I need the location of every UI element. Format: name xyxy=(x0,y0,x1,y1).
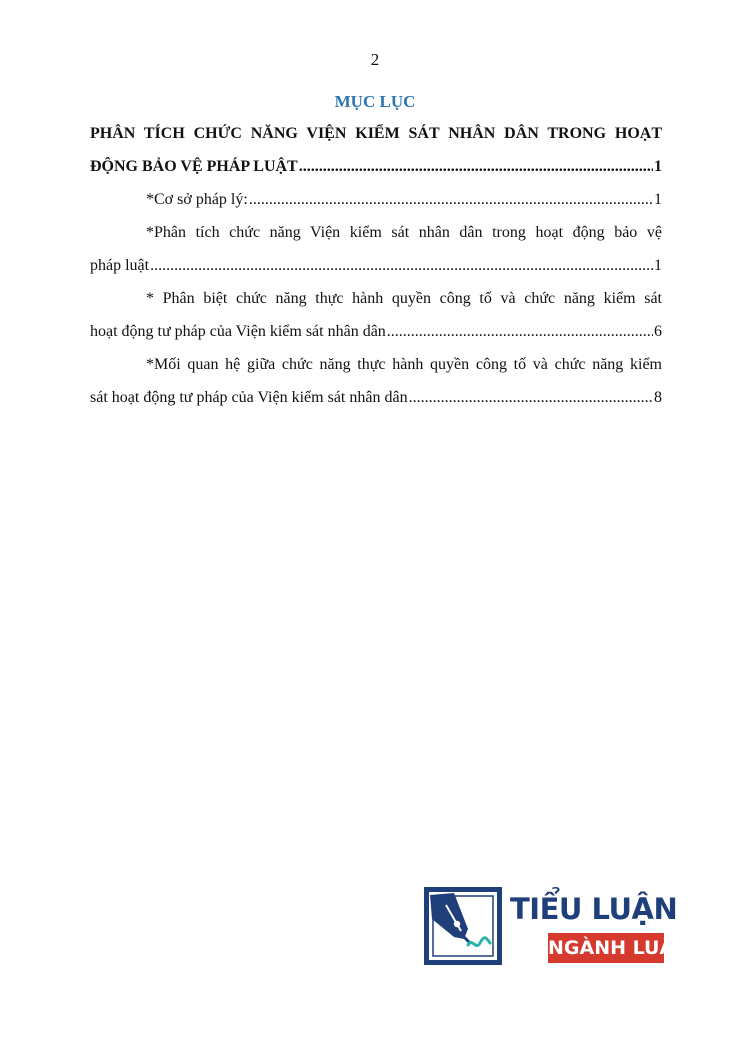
toc-entry-text: ĐỘNG BẢO VỆ PHÁP LUẬT xyxy=(90,158,298,175)
table-of-contents xyxy=(90,117,662,414)
toc-entry-legal-basis[interactable] xyxy=(90,183,662,216)
fountain-pen-nib-icon xyxy=(424,887,502,965)
dot-leader xyxy=(409,381,653,414)
dot-leader xyxy=(387,315,653,348)
toc-page-number: 8 xyxy=(654,389,662,406)
toc-entry-line xyxy=(90,381,662,414)
logo-wordmark-bottom: NGÀNH LUẬT xyxy=(548,933,664,963)
logo xyxy=(424,887,688,967)
toc-entry-function-relationship[interactable] xyxy=(90,348,662,414)
dot-leader xyxy=(299,150,653,183)
toc-entry-line: PHÂN TÍCH CHỨC NĂNG VIỆN KIỂM SÁT NHÂN DÂN TRONG HOẠT xyxy=(90,125,662,142)
toc-page-number: 1 xyxy=(654,191,662,208)
page-number: 2 xyxy=(370,50,380,69)
dot-leader xyxy=(249,183,653,216)
toc-title: MỤC LỤC xyxy=(334,92,416,111)
logo-wordmark-top: TIỂU LUẬN xyxy=(510,892,678,926)
toc-entry-text: sát hoạt động tư pháp của Viện kiểm sát nhân dân xyxy=(90,389,408,406)
toc-entry-line xyxy=(90,150,662,183)
toc-entry-line xyxy=(90,183,662,216)
toc-entry-line xyxy=(90,249,662,282)
toc-entry-main-heading[interactable] xyxy=(90,117,662,183)
toc-entry-function-analysis[interactable] xyxy=(90,216,662,282)
toc-entry-text: pháp luật xyxy=(90,257,150,274)
toc-page-number: 1 xyxy=(654,158,662,175)
toc-page-number: 1 xyxy=(654,257,662,274)
toc-entry-line: *Mối quan hệ giữa chức năng thực hành quyền công tố và chức năng kiểm xyxy=(146,356,662,373)
dot-leader xyxy=(150,249,653,282)
toc-entry-line xyxy=(90,315,662,348)
toc-entry-line: *Phân tích chức năng Viện kiểm sát nhân dân trong hoạt động bảo vệ xyxy=(146,224,662,241)
toc-entry-text: hoạt động tư pháp của Viện kiểm sát nhân dân xyxy=(90,323,386,340)
toc-entry-text: *Cơ sở pháp lý: xyxy=(146,191,248,208)
toc-entry-function-distinction[interactable] xyxy=(90,282,662,348)
toc-entry-line: * Phân biệt chức năng thực hành quyền công tố và chức năng kiểm sát xyxy=(146,290,662,307)
toc-page-number: 6 xyxy=(654,323,662,340)
